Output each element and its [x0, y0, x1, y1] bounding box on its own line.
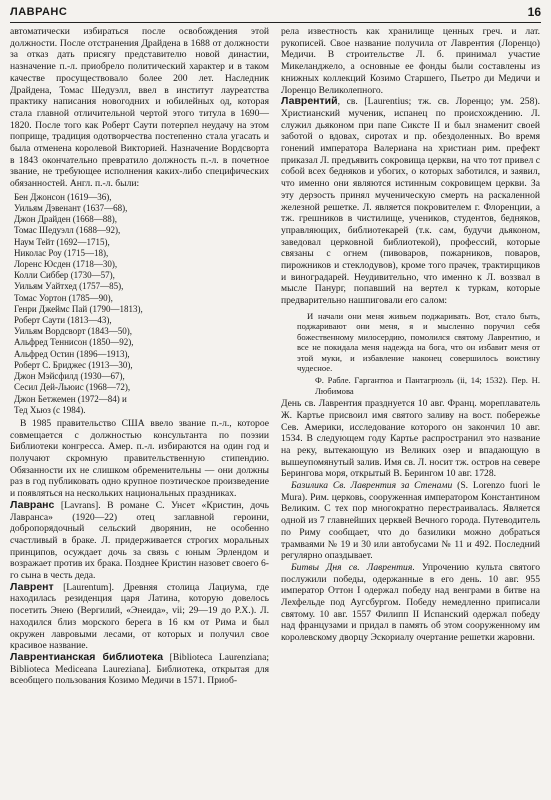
list-item: Наум Тейт (1692—1715),	[14, 236, 110, 247]
list-item: Уильям Уайтхед (1757—85),	[14, 281, 124, 292]
paragraph: рела известность как хранилище ценных греч. и лат. рукописей. Свое название получила от Лаврентия (Лоренцо) Медичи. В строительстве Л. б. принимал участие Микеланджело, а основные ее фонды были составлены из книжных коллекций Козимо Старшего, Пьетро ди Медичи и Лоренцо Великолепного.	[281, 26, 540, 96]
list-item: Сесил Дей-Льюис (1968—72),	[14, 382, 131, 393]
paragraph: День св. Лаврентия празднуется 10 авг. Франц. мореплаватель Ж. Картье присвоил имя святого заливу на вост. побережье Сев. Америки, исследование которого он закончил 10 авг. 1534. В следующем году Картье распространил это название на реку, вытекающую из Великих озер и впадающую в вышеупомянутый залив. Имя св. Л. носит тж. остров на севере Берингова моря, открытый В. Берингом 10 авг. 1728.	[281, 398, 540, 480]
list-item: Бен Джонсон (1619—36),	[14, 191, 112, 202]
list-item: Генри Джеймс Пай (1790—1813),	[14, 303, 143, 314]
list-item: Тед Хьюз (с 1984).	[14, 404, 86, 415]
running-title: ЛАВРАНС	[10, 6, 68, 18]
list-item: Роберт Саути (1813—43),	[14, 315, 112, 326]
entry-library	[10, 652, 269, 687]
headword: Лаврентий	[281, 95, 338, 108]
right-column	[281, 26, 540, 644]
list-item: Роберт С. Бриджес (1913—30),	[14, 359, 133, 370]
list-item: Томас Уортон (1785—90),	[14, 292, 113, 303]
paragraph-text: (S. Lorenzo fuori le Mura). Рим. церковь, сооруженная императором Константином Великим. С тех пор многократно перестраивалась. Является одной из 7 главнейших церквей Вечного города. Путеводитель по Риму сообщает, что до базилики можно добраться трамваями № 19 и 30 или автобусами № 11 и 492. Последний регулярно опаздывает.	[281, 480, 540, 562]
paragraph: В 1985 правительство США ввело звание п.-л., которое совмещается с должностью консультанта по поэзии Библиотеки конгресса. Амер. п.-л. избираются на один год и получают скромную правительственную стипендию. Обязанности их не слишком обременительны — они должны раз в год публиковать одно крупное поэтическое произведение и появляться на нескольких национальных праздниках.	[10, 417, 269, 500]
list-item: Уильям Вордсворт (1843—50),	[14, 326, 133, 337]
headword: Лавранс	[10, 498, 55, 511]
list-item: Колли Сиббер (1730—57),	[14, 270, 115, 281]
list-item: Альфред Теннисон (1850—92),	[14, 337, 134, 348]
paragraph: автоматически избираться после освобождения этой должности. После отстранения Драйдена в 1688 от должности за отказ дать присягу представителю новой династии, назначение п.-л. приобрело политический характер и в таком качестве просуществовало более 200 лет. Наследник Драйдена, Томас Шедуэлл, ввел в институт лауреатства практику написания новогодних и юбилейных од, которая стала главной отличительной чертой этого титула в 1690—1820. После того как Роберт Саути потерпел неудачу на этом поприще, традиция одотворчества постепенно стала угасать и была отменена королевой Викторией. Назначение Вордсворта в 1843 окончательно превратило должность п.-л. в почетное звание, не требующее исполнения каких-либо специфических обязанностей. Англ. п.-л. были:	[10, 26, 269, 190]
paragraph	[281, 562, 540, 644]
headword: Лаврентианская библиотека	[10, 650, 164, 663]
entry-saint-lawrence	[281, 96, 540, 307]
left-column	[10, 26, 269, 687]
laureate-list	[14, 192, 269, 416]
list-item: Джон Мэйсфилд (1930—67),	[14, 371, 125, 382]
quotation	[297, 311, 540, 396]
italic-term: Битвы Дня св. Лаврентия	[291, 561, 413, 573]
page-number: 16	[527, 5, 541, 19]
quote-text: И начали они меня живьем поджаривать. Вот, стало быть, поджаривают они меня, я и мысленно поручил себя божественному милосердию, помолился святому Лаврентию, и все не покидала меня надежда на бога, что он избавит меня от этой муки, и избавление наконец совершилось воистину чудесное.	[297, 310, 540, 373]
list-item: Джон Драйден (1668—88),	[14, 214, 118, 225]
list-item: Джон Бетжемен (1972—84) и	[14, 393, 127, 404]
entry-lavrans	[10, 500, 269, 582]
entry-text: [Lavrans]. В романе С. Унсет «Кристин, дочь Лавранса» (1920—22) отец заглавной героини, добропорядочный сельский дворянин, не особенно счастливый в браке. Л. придерживается строгих моральных принципов, осуждает дочь за связь с юным Эрлендом и возражает против их брака. Позднее Кристин назовет своего 6-го сына в честь деда.	[10, 499, 269, 582]
paragraph	[281, 480, 540, 562]
list-item: Томас Шедуэлл (1688—92),	[14, 225, 121, 236]
list-item: Николас Роу (1715—18),	[14, 247, 109, 258]
paragraph-text: . Упрочению культа святого послужили победы, одержанные в его день. 10 авг. 955 император Оттон I одержал победу над венграми в битве на Лехфельде под Аугсбургом. Победу немедленно приписали святому. 10 авг. 1557 Филипп II Испанский одержал победу над французами и придал в память об этом сооруженному им королевскому дворцу Эскориалу очертание решетки жаровни.	[281, 561, 540, 644]
list-item: Уильям Дэвенант (1637—68),	[14, 203, 128, 214]
list-item: Лоренс Юсден (1718—30),	[14, 259, 118, 270]
entry-text: , св. [Laurentius; тж. св. Лоренцо; ум. 258). Христианский мученик, испанец по происхождению. Л. служил дьяконом при папе Сиксте II и был знаменит своей заботой о вдовах, сиротах и пр. обездоленных. Во время гонений императора Валериана на христиан рим. префект приказал Л. предъявить сокровища церкви, на что тот привел с собой всех бедняков и убогих, о которых заботился, и заявил, что именно они являются истинным сокровищем церкви. За эту дерзость принял мученическую смерть на раскаленной железной решетке. Л. является покровителем г. Флоренции, а тж. грешников в чистилище, учеников, студентов, бедняков, управляющих, библиотекарей (т.к. сам, будучи дьяконом, заведовал церковной библиотекой), профессий, которые связаны с огнем (пивоваров, пожарников, поваров, пирожников и стеклодувов), кроме того прачек, трактирщиков и виноградарей. Неудивительно, что именно к Л. воззвал в мысле Панург, попавший на вертел к туркам, которые предварительно нашпиговали его салом:	[281, 96, 540, 307]
entry-text: [Biblioteca Laurenziana; Biblioteca Mediceana Laureziana]. Библиотека, открытая для всеобщего пользования Козимо Медичи в 1571. Приоб-	[10, 651, 269, 687]
list-item: Альфред Остин (1896—1913),	[14, 348, 130, 359]
entry-text: [Laurentum]. Древняя столица Лациума, где находилась резиденция царя Латина, которую довелось посетить Энею (Вергилий, «Энеида», vii; 29—19 до Р.Х.). Л. находился близ морского берега в 16 км от Рима и был окружен лавровыми лесами, от которых и получил свое красивое название.	[10, 581, 269, 652]
entry-lavrent	[10, 582, 269, 652]
headword: Лаврент	[10, 580, 54, 593]
running-head	[10, 4, 541, 23]
italic-term: Базилика Св. Лаврентия за Стенами	[291, 480, 453, 492]
quote-source: Ф. Рабле. Гаргантюа и Пантагрюэль (ii, 14; 1532). Пер. Н. Любимова	[315, 375, 540, 396]
